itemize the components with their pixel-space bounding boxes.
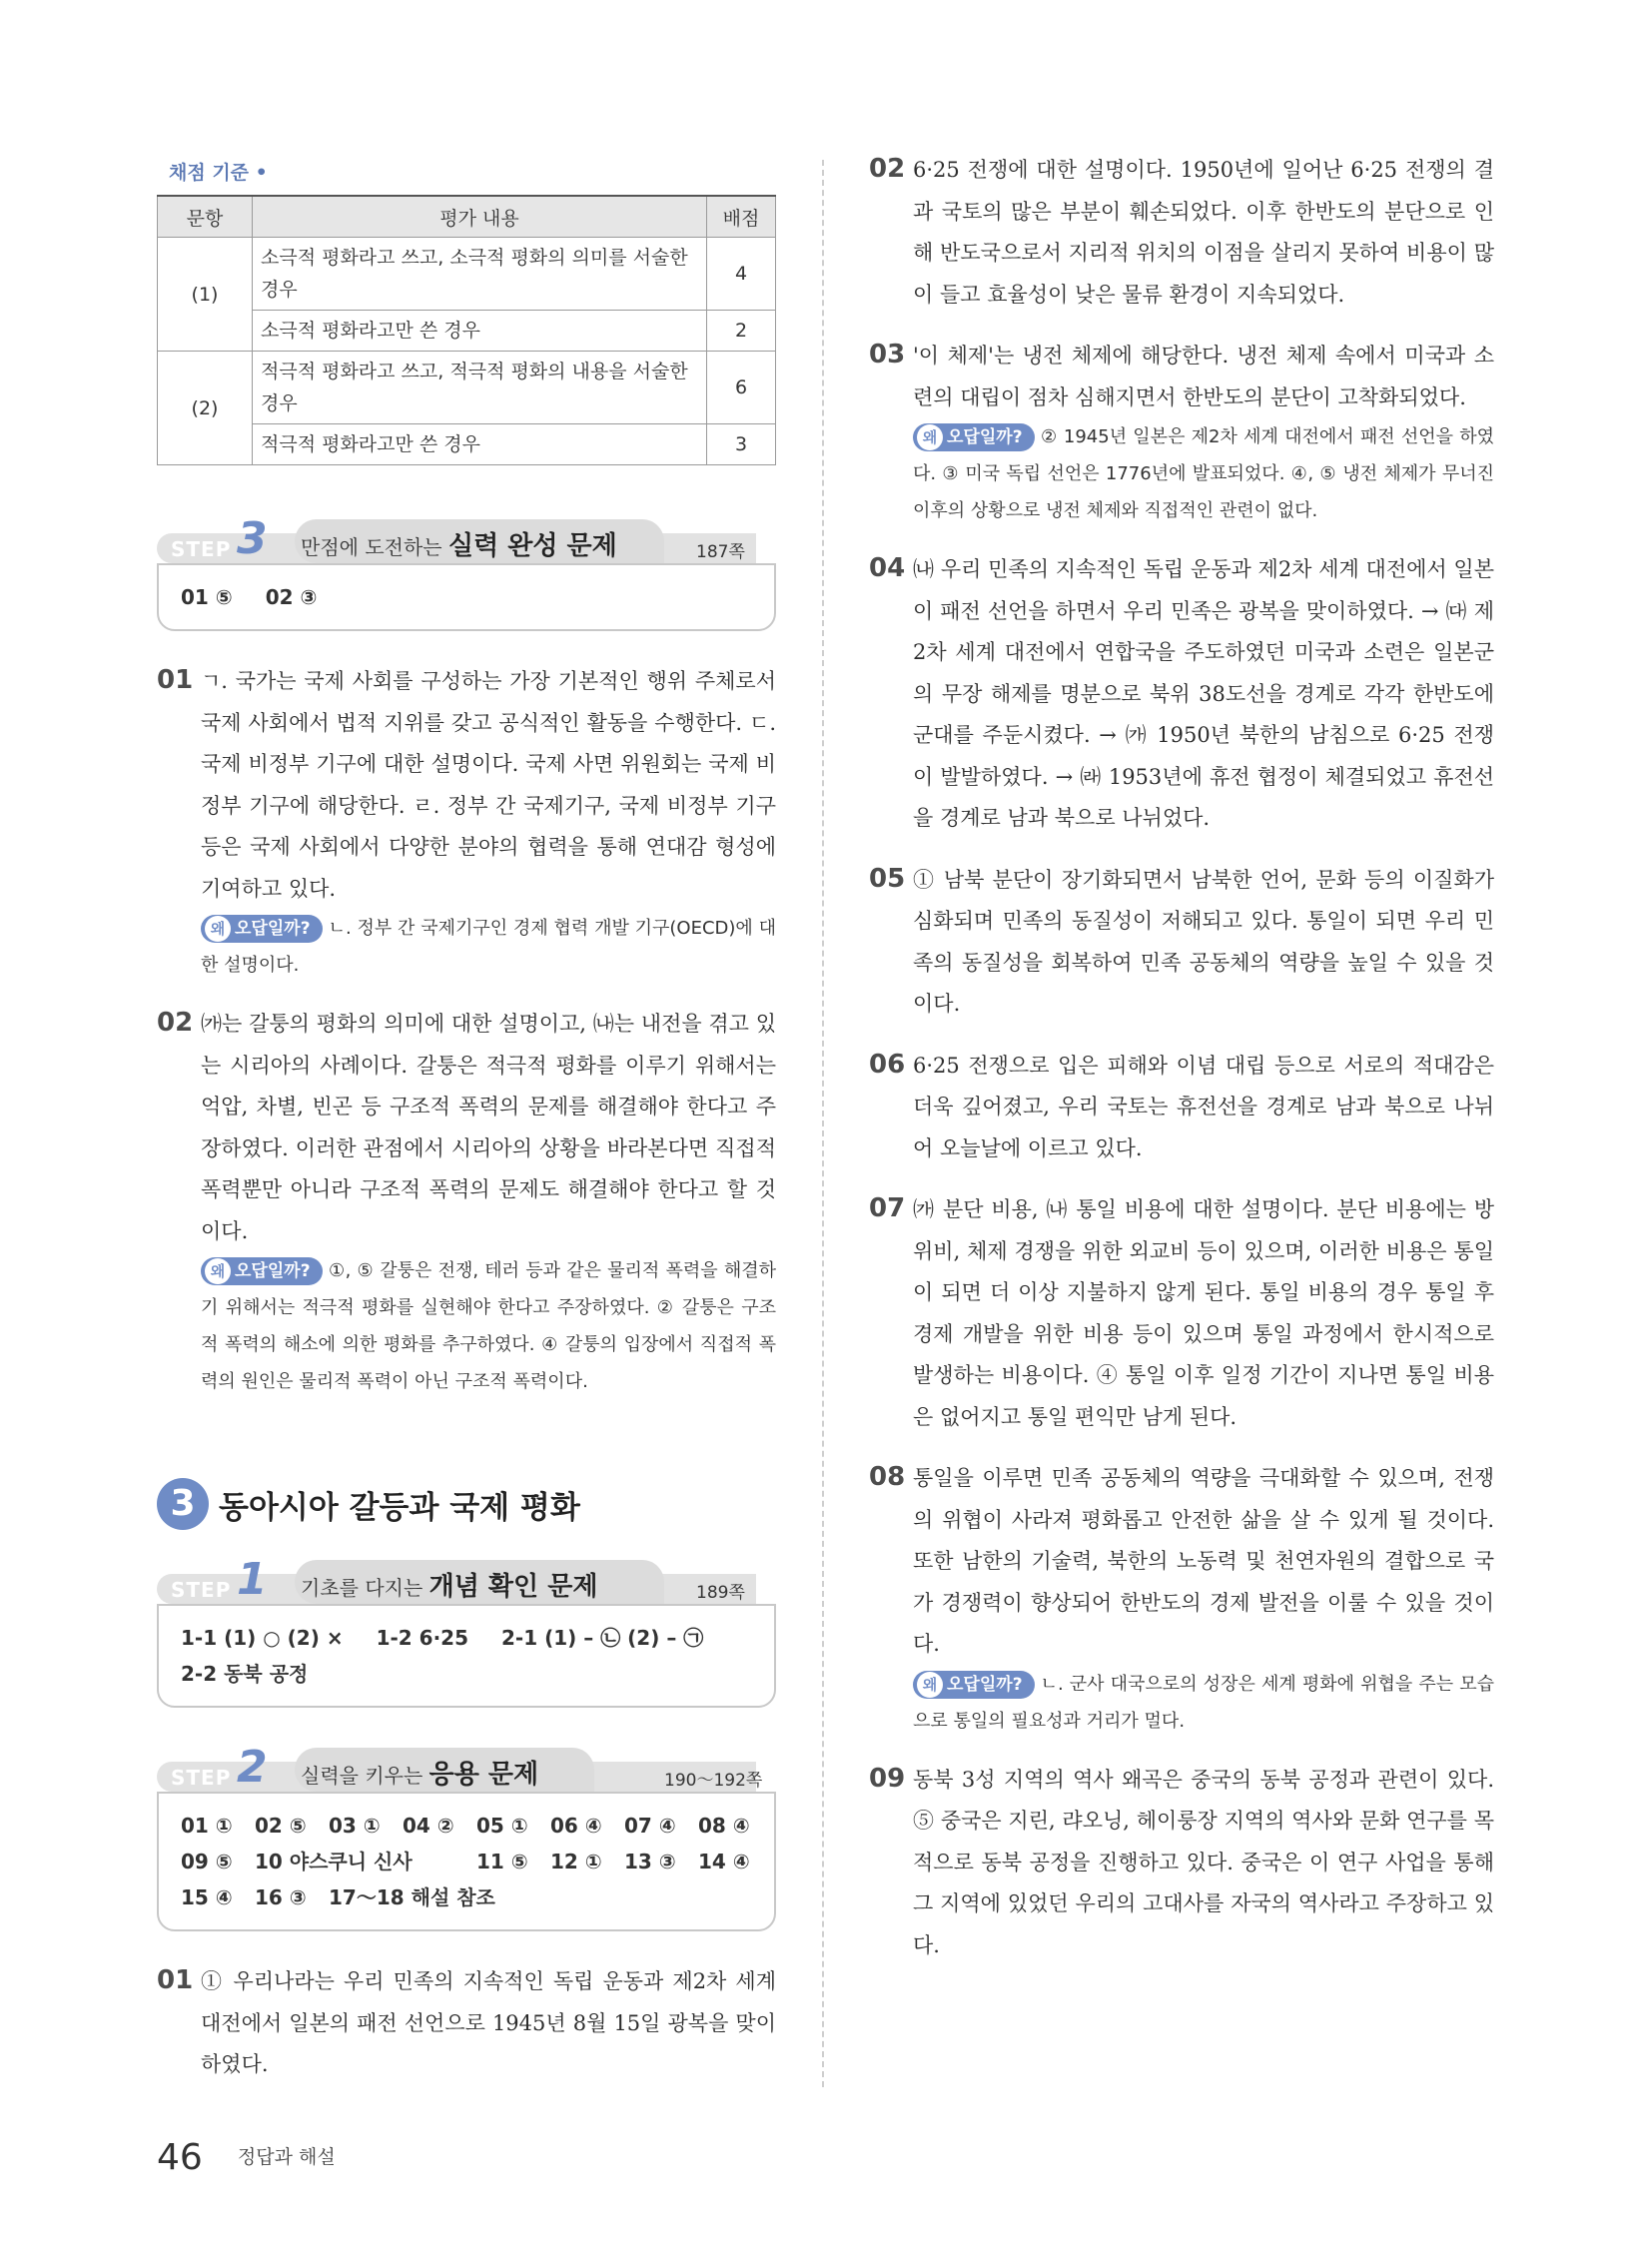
answer-item: 1-1 (1) ○ (2) × [181,1626,344,1650]
wrong-answer-note [913,1666,1494,1740]
answer-item: 2-1 (1) – ㉡ (2) – ㉠ [500,1626,704,1650]
wae-icon: 왜 [917,424,943,450]
step-number: 1 [237,1554,268,1605]
grading-content: 소극적 평화라고만 쓴 경우 [253,311,707,352]
step-title [301,1754,538,1791]
grading-item-1: (1) [158,238,253,352]
question-text: 6·25 전쟁에 대한 설명이다. 1950년에 일어난 6·25 전쟁의 결과 국토의 많은 부분이 훼손되었다. 이후 한반도의 분단으로 인해 반도국으로서 지리적 위치의 이점을 살리지 못하여 비용이 많이 들고 효율성이 낮은 물류 환경이 지속되었다. [913,158,1494,307]
grading-header-score: 배점 [707,196,776,238]
step3-answers [157,563,776,631]
wrong-text: ①, ⑤ 갈퉁은 전쟁, 테러 등과 같은 물리적 폭력을 해결하기 위해서는 적극적 평화를 실현해야 한다고 주장하였다. ② 갈퉁은 구조적 폭력의 해소에 의한 평화를 추구하였다. ④ 갈퉁의 입장에서 직접적 폭력의 원인은 물리적 폭력이 아닌 구조적 폭력이다. [201,1260,776,1392]
question-04-right [869,549,1494,840]
question-text: ㈎ 분단 비용, ㈏ 통일 비용에 대한 설명이다. 분단 비용에는 방위비, 체제 경쟁을 위한 외교비 등이 있으며, 이러한 비용은 통일이 되면 더 이상 지불하지 않게 된다. 통일 비용의 경우 통일 후 경제 개발을 위한 비용 등이 있으며 통일 과정에서 한시적으로 발생하는 비용이다. ④ 통일 이후 일정 기간이 지나면 통일 비용은 없어지고 통일 편익만 남게 된다. [913,1197,1494,1429]
step-main-title: 실력 완성 문제 [447,531,617,561]
question-text: ㈎는 갈퉁의 평화의 의미에 대한 설명이고, ㈏는 내전을 겪고 있는 시리아의 사례이다. 갈퉁은 적극적 평화를 이루기 위해서는 억압, 차별, 빈곤 등 구조적 폭력의 문제를 해결해야 한다고 주장하였다. 이러한 관점에서 시리아의 상황을 바라본다면 직접적 폭력뿐만 아니라 구조적 폭력의 문제도 해결해야 한다고 할 것이다. [201,1012,776,1243]
answer-item: 10 야스쿠니 신사 [255,1850,413,1873]
column-divider [822,160,824,2087]
step-page-ref: 190～192쪽 [664,1771,763,1791]
question-number: 09 [869,1763,906,1794]
section-title: 동아시아 갈등과 국제 평화 [219,1489,580,1526]
answer-item: 13 ③ [624,1850,676,1873]
wrong-text: ② 1945년 일본은 제2차 세계 대전에서 패전 선언을 하였다. ③ 미국 독립 선언은 1776년에 발표되었다. ④, ⑤ 냉전 체제가 무너진 이후의 상황으로 냉전 체제와 직접적인 관련이 없다. [913,426,1494,521]
grading-header-item: 문항 [158,196,253,238]
question-08-right [869,1458,1494,1740]
grading-score: 2 [707,311,776,352]
question-07-right [869,1189,1494,1438]
step-title [301,525,617,562]
grading-score: 4 [707,238,776,311]
question-text: ① 남북 분단이 장기화되면서 남북한 언어, 문화 등의 이질화가 심화되며 민족의 동질성이 저해되고 있다. 통일이 되면 우리 민족의 동질성을 회복하여 민족 공동체의 역량을 높일 수 있을 것이다. [913,867,1494,1016]
grading-content: 적극적 평화라고만 쓴 경우 [253,424,707,465]
left-column [157,150,776,2086]
answer-item: 17～18 해설 참조 [329,1885,495,1909]
wrong-badge [913,423,1035,451]
answer-item: 03 ① [329,1814,381,1838]
question-05-right [869,860,1494,1026]
wrong-text: ㄴ. 정부 간 국제기구인 경제 협력 개발 기구(OECD)에 대한 설명이다. [201,918,776,976]
wrong-badge [201,915,323,943]
answer-item: 1-2 6·25 [376,1626,469,1650]
answer-item: 01 ① [181,1814,233,1838]
step-label: STEP [171,1766,232,1790]
question-06-right [869,1046,1494,1170]
step-subtitle: 실력을 키우는 [301,1764,423,1788]
step1-answers [157,1604,776,1708]
answer-row [181,1879,752,1915]
answer-row [181,1844,752,1879]
wrong-answer-note [201,910,776,984]
question-number: 06 [869,1049,906,1080]
answer-item: 12 ① [550,1850,602,1873]
grading-content: 소극적 평화라고 쓰고, 소극적 평화의 의미를 서술한 경우 [253,238,707,311]
question-number: 04 [869,553,906,583]
wrong-answer-note [913,418,1494,529]
step-subtitle: 기초를 다지는 [301,1576,423,1600]
grading-title: 채점 기준 • [169,162,268,184]
question-01-section3 [157,1961,776,2086]
grading-header-content: 평가 내용 [253,196,707,238]
answer-item: 02 ⑤ [255,1814,307,1838]
answer-item: 11 ⑤ [476,1850,528,1873]
answer-item: 06 ④ [550,1814,602,1838]
question-number: 03 [869,340,906,370]
question-text: '이 체제'는 냉전 체제에 해당한다. 냉전 체제 속에서 미국과 소련의 대립이 점차 심해지면서 한반도의 분단이 고착화되었다. [913,344,1494,409]
footer-label: 정답과 해설 [237,2146,336,2168]
step-page-ref: 187쪽 [696,542,745,562]
section-number: 3 [157,1478,209,1530]
step-subtitle: 만점에 도전하는 [301,535,442,559]
answer-item: 14 ④ [698,1850,750,1873]
question-number: 08 [869,1462,906,1492]
question-number: 02 [157,1008,194,1038]
grading-content: 적극적 평화라고 쓰고, 적극적 평화의 내용을 서술한 경우 [253,352,707,424]
answer-item: 07 ④ [624,1814,676,1838]
section-heading [157,1478,776,1530]
answer-row [181,1808,752,1844]
question-text: ㈏ 우리 민족의 지속적인 독립 운동과 제2차 세계 대전에서 일본이 패전 선언을 하면서 우리 민족은 광복을 맞이하였다. → ㈐ 제2차 세계 대전에서 연합국을 주도하였던 미국과 소련은 일본군의 무장 해제를 명분으로 북위 38도선을 경계로 각각 한반도에 군대를 주둔시켰다. → ㈎ 1950년 북한의 남침으로 6·25 전쟁이 발발하였다. → ㈑ 1953년에 휴전 협정이 체결되었고 휴전선을 경계로 남과 북으로 나뉘었다. [913,557,1494,830]
badge-label: 오답일까? [947,427,1023,447]
wae-icon: 왜 [205,916,231,942]
right-column [869,150,1494,1966]
badge-label: 오답일까? [947,1674,1023,1695]
step2-answers [157,1792,776,1931]
page-footer [157,2137,336,2178]
answer-item: 01 ⑤ [181,585,233,609]
answer-item: 15 ④ [181,1885,233,1909]
question-09-right [869,1760,1494,1967]
grading-score: 6 [707,352,776,424]
step-main-title: 응용 문제 [428,1760,539,1790]
step-label: STEP [171,537,232,561]
answer-item: 08 ④ [698,1814,750,1838]
question-number: 05 [869,863,906,894]
question-text: 6·25 전쟁으로 입은 피해와 이념 대립 등으로 서로의 적대감은 더욱 깊어졌고, 우리 국토는 휴전선을 경계로 남과 북으로 나뉘어 오늘날에 이르고 있다. [913,1053,1494,1160]
question-02 [157,1004,776,1400]
wrong-badge [913,1671,1035,1699]
question-number: 02 [869,154,906,184]
wrong-text: ㄴ. 군사 대국으로의 성장은 세계 평화에 위협을 주는 모습으로 통일의 필요성과 거리가 멀다. [913,1673,1494,1732]
step1-header [157,1554,776,1605]
question-number: 01 [157,1965,194,1995]
step-main-title: 개념 확인 문제 [428,1572,598,1602]
question-number: 01 [157,665,194,695]
question-02-right [869,150,1494,316]
answer-item: 09 ⑤ [181,1850,233,1873]
question-number: 07 [869,1193,906,1223]
answer-item: 04 ② [403,1814,454,1838]
grading-table [157,195,776,465]
question-text: ㄱ. 국가는 국제 사회를 구성하는 가장 기본적인 행위 주체로서 국제 사회에서 법적 지위를 갖고 공식적인 활동을 수행한다. ㄷ. 국제 비정부 기구에 대한 설명이다. 국제 사면 위원회는 국제 비정부 기구에 해당한다. ㄹ. 정부 간 국제기구, 국제 비정부 기구 등은 국제 사회에서 다양한 분야의 협력을 통해 연대감 형성에 기여하고 있다. [201,669,776,901]
wrong-answer-note [201,1252,776,1400]
page-number: 46 [157,2137,203,2178]
question-01 [157,661,776,984]
grading-item-2: (2) [158,352,253,465]
step3-header [157,513,776,564]
answer-item: 05 ① [476,1814,528,1838]
grading-score: 3 [707,424,776,465]
step-title [301,1566,597,1603]
badge-label: 오답일까? [235,919,311,939]
step2-header [157,1742,776,1793]
step-number: 2 [237,1742,268,1793]
wae-icon: 왜 [205,1258,231,1284]
answer-item: 02 ③ [265,585,318,609]
step-label: STEP [171,1578,232,1602]
question-text: 통일을 이루면 민족 공동체의 역량을 극대화할 수 있으며, 전쟁의 위협이 사라져 평화롭고 안전한 삶을 살 수 있게 될 것이다. 또한 남한의 기술력, 북한의 노동력 및 천연자원의 결합으로 국가 경쟁력이 향상되어 한반도의 경제 발전을 이룰 수 있을 것이다. [913,1466,1494,1656]
question-text: ① 우리나라는 우리 민족의 지속적인 독립 운동과 제2차 세계 대전에서 일본의 패전 선언으로 1945년 8월 15일 광복을 맞이하였다. [201,1969,776,2076]
wrong-badge [201,1257,323,1285]
wae-icon: 왜 [917,1672,943,1698]
answer-item: 2-2 동북 공정 [181,1662,309,1686]
step-number: 3 [237,513,268,564]
step-page-ref: 189쪽 [696,1583,745,1603]
answer-item: 16 ③ [255,1885,307,1909]
question-03-right [869,336,1494,529]
question-text: 동북 3성 지역의 역사 왜곡은 중국의 동북 공정과 관련이 있다. ⑤ 중국은 지린, 랴오닝, 헤이룽장 지역의 역사와 문화 연구를 목적으로 동북 공정을 진행하고 있다. 중국은 이 연구 사업을 통해 그 지역에 있었던 우리의 고대사를 자국의 역사라고 주장하고 있다. [913,1767,1494,1957]
badge-label: 오답일까? [235,1261,311,1281]
